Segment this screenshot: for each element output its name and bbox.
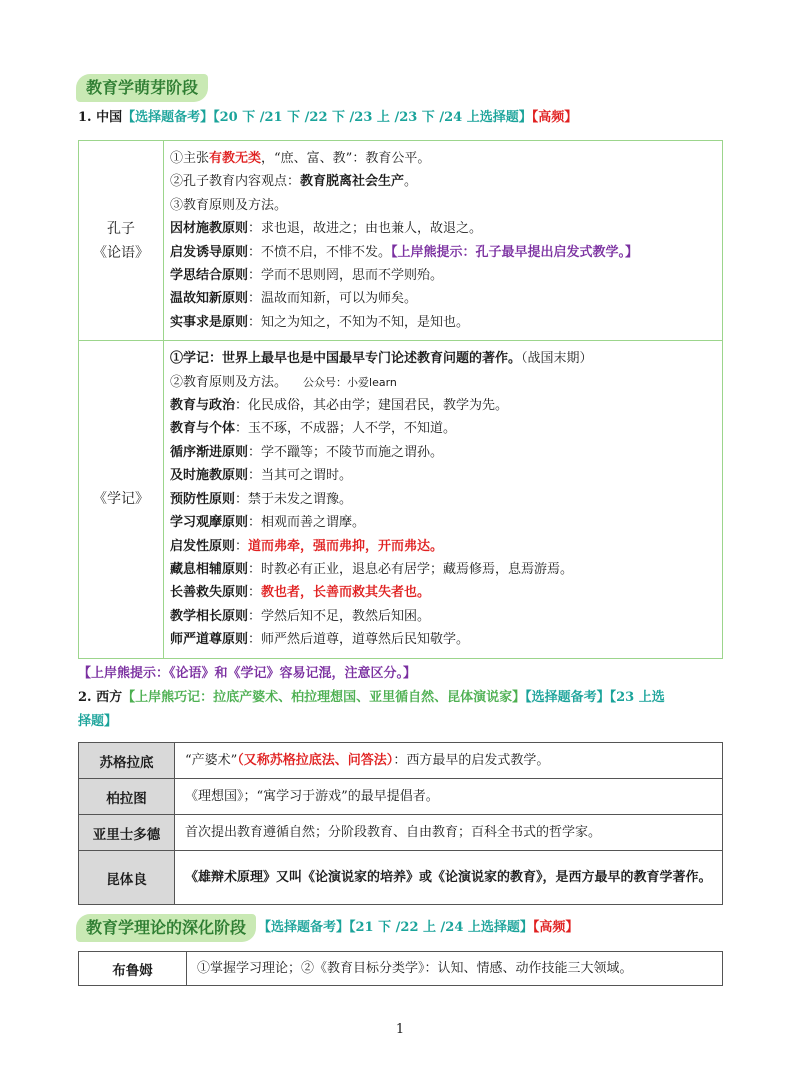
xueji-r13	[170, 628, 714, 651]
confucius-label-name: 孔子	[107, 220, 135, 237]
xueji-label: 《学记》	[79, 341, 164, 658]
confucius-r2	[170, 170, 714, 193]
china-tag-freq: 【高频】	[531, 110, 578, 125]
text-bold: 循序渐进原则	[170, 444, 249, 460]
text: ：时教必有正业，退息必有居学；藏焉修焉，息焉游焉。	[248, 561, 574, 577]
west-tag-years: 【23 上选	[609, 690, 665, 705]
xueji-content	[164, 341, 723, 658]
xueji-r3	[170, 394, 714, 417]
xueji-r10	[170, 558, 714, 581]
west-body: 首次提出教育遵循自然；分阶段教育、自由教育；百科全书式的哲学家。	[175, 815, 723, 851]
text-bold: 教育脱离社会生产	[300, 174, 405, 190]
text-red: 道而弗牵，强而弗抑，开而弗达。	[248, 538, 444, 554]
text-bold: ①学记：世界上最早也是中国最早专门论述教育问题的著作。	[170, 351, 522, 367]
text: ，“庶、富、教”：教育公平。	[261, 151, 431, 166]
text: ：师严然后道尊，道尊然后民知敬学。	[248, 632, 470, 648]
page-number: 1	[395, 1022, 405, 1037]
west-heading-num: 2. 西方	[78, 690, 123, 705]
china-table	[78, 140, 723, 659]
west-heading-cont: 择题】	[78, 714, 118, 729]
text-bold: 实事求是原则	[170, 314, 249, 330]
section2-tag-years: 【21 下 /22 上 /24 上选择题】	[349, 920, 533, 935]
bloom-table	[78, 951, 723, 986]
west-label: 苏格拉底	[79, 743, 175, 779]
xueji-r2	[170, 371, 714, 394]
section2-tag-exam: 【选择题备考】	[258, 920, 350, 935]
confucius-r1	[170, 147, 714, 170]
confucius-r8	[170, 311, 714, 334]
china-heading	[78, 108, 730, 128]
west-row-plato	[79, 779, 723, 815]
text: “产婆术”	[185, 753, 238, 768]
xueji-r9	[170, 535, 714, 558]
text: ：学然后知不足，教然后知困。	[248, 608, 431, 624]
text-bold: 及时施教原则	[170, 468, 249, 484]
confucius-row	[79, 141, 723, 341]
text: ②教育原则及方法。	[170, 374, 288, 390]
text-bold: 预防性原则	[170, 491, 236, 507]
confucius-label	[79, 141, 164, 341]
section2-tag-freq: 【高频】	[532, 920, 579, 935]
text: ：	[235, 538, 249, 554]
west-mnemonic-tip: 【上岸熊巧记：拉底产婆术、柏拉理想国、亚里循自然、昆体演说家】	[122, 690, 526, 705]
section-title-deepening: 教育学理论的深化阶段	[76, 914, 256, 942]
xueji-row	[79, 341, 723, 658]
text: ②孔子教育内容观点：	[170, 174, 301, 190]
xueji-r8	[170, 511, 714, 534]
text-red: 有教无类	[209, 151, 262, 166]
west-row-aristotle	[79, 815, 723, 851]
xueji-r5	[170, 441, 714, 464]
watermark-note: 公众号：小爱learn	[303, 375, 397, 389]
text: （战国末期）	[521, 351, 593, 367]
west-label: 昆体良	[79, 851, 175, 905]
text: ：学不躐等；不陵节而施之谓孙。	[248, 444, 444, 460]
text-bold: 启发性原则	[170, 538, 236, 554]
west-body: 《理想国》；“寓学习于游戏”的最早提倡者。	[175, 779, 723, 815]
xueji-r11	[170, 581, 714, 604]
confucius-r3: ③教育原则及方法。	[170, 197, 288, 213]
text: ：求也退，故进之；由也兼人，故退之。	[248, 221, 483, 237]
west-heading	[78, 688, 730, 708]
xueji-r4	[170, 417, 714, 440]
text: ：不愤不启，不悱不发。	[248, 244, 392, 260]
text-bold: 教育与个体	[170, 421, 236, 437]
tip-purple: 【上岸熊提示：孔子最早提出启发式教学。】	[391, 244, 639, 260]
confucius-label-book: 《论语》	[93, 244, 149, 261]
text-bold: 藏息相辅原则	[170, 561, 249, 577]
west-row-quintilian	[79, 851, 723, 905]
text: ：	[248, 585, 262, 601]
text-bold: 温故知新原则	[170, 291, 249, 307]
text: ：相观而善之谓摩。	[248, 515, 366, 531]
xueji-r12	[170, 605, 714, 628]
confucius-r4	[170, 217, 714, 240]
confucius-r7	[170, 287, 714, 310]
text: ：温故而知新，可以为师矣。	[248, 291, 418, 307]
west-body	[175, 743, 723, 779]
west-label: 柏拉图	[79, 779, 175, 815]
xueji-r7	[170, 488, 714, 511]
text: ：当其可之谓时。	[248, 468, 353, 484]
west-row-socrates	[79, 743, 723, 779]
lunyu-xueji-tip: 【上岸熊提示：《论语》和《学记》容易记混，注意区分。】	[78, 666, 417, 681]
text: ：禁于未发之谓豫。	[235, 491, 353, 507]
bloom-body: ①掌握学习理论；②《教育目标分类学》：认知、情感、动作技能三大领域。	[187, 952, 723, 986]
text: ：玉不琢，不成器；人不学，不知道。	[235, 421, 457, 437]
text: ：西方最早的启发式教学。	[393, 753, 550, 768]
text: ：化民成俗，其必由学；建国君民，教学为先。	[235, 398, 509, 414]
text: ①主张	[170, 151, 210, 166]
text: 。	[404, 174, 418, 190]
text-red: （又称苏格拉底法、问答法）	[237, 753, 394, 768]
text-red: 教也者，长善而救其失者也。	[261, 585, 431, 601]
section2-tags	[258, 918, 730, 938]
china-heading-num: 1. 中国	[78, 110, 123, 125]
text-bold: 因材施教原则	[170, 221, 249, 237]
china-tag-exam: 【选择题备考】	[122, 110, 214, 125]
west-body: 《雄辩术原理》又叫《论演说家的培养》或《论演说家的教育》，是西方最早的教育学著作。	[175, 851, 723, 905]
text: ：学而不思则罔，思而不学则殆。	[248, 268, 444, 284]
text-bold: 学习观摩原则	[170, 515, 249, 531]
text-bold: 启发诱导原则	[170, 244, 249, 260]
west-label: 亚里士多德	[79, 815, 175, 851]
text-bold: 教育与政治	[170, 398, 236, 414]
bloom-label: 布鲁姆	[79, 952, 187, 986]
text-bold: 师严道尊原则	[170, 632, 249, 648]
bloom-row	[79, 952, 723, 986]
west-table	[78, 742, 723, 905]
confucius-r5	[170, 241, 714, 264]
china-tag-years: 【20 下 /21 下 /22 下 /23 上 /23 下 /24 上选择题】	[213, 110, 532, 125]
text-bold: 长善救失原则	[170, 585, 249, 601]
text-bold: 教学相长原则	[170, 608, 249, 624]
text: ：知之为知之，不知为不知，是知也。	[248, 314, 470, 330]
confucius-r6	[170, 264, 714, 287]
xueji-r6	[170, 464, 714, 487]
confucius-content	[164, 141, 723, 341]
west-tag-exam: 【选择题备考】	[525, 690, 610, 705]
text-bold: 学思结合原则	[170, 268, 249, 284]
xueji-r1	[170, 347, 714, 370]
section-title-embryonic: 教育学萌芽阶段	[76, 74, 208, 102]
